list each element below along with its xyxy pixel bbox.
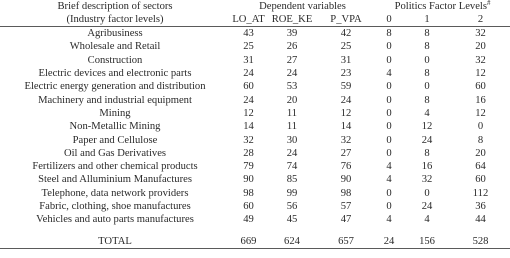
value-roe-ke: 99 — [286, 187, 298, 199]
value-lo-at: 14 — [243, 121, 254, 133]
value-lo-at: 28 — [243, 147, 254, 159]
table-row — [0, 94, 510, 107]
value-politics-1: 8 — [424, 68, 430, 80]
value-politics-0: 0 — [386, 121, 392, 133]
total-politics-1: 156 — [403, 227, 451, 249]
table-row — [0, 213, 510, 226]
table-row — [0, 160, 510, 173]
value-politics-1: 0 — [424, 54, 430, 66]
sector-name: Fertilizers and other chemical products — [32, 161, 198, 173]
table-row — [0, 27, 510, 41]
value-roe-ke: 45 — [286, 214, 298, 226]
value-politics-0: 0 — [386, 41, 392, 53]
value-politics-2: 60 — [475, 174, 486, 186]
value-politics-2: 64 — [475, 161, 486, 173]
value-politics-0: 0 — [386, 81, 392, 93]
sector-name: Electric energy generation and distribution — [24, 81, 206, 93]
politics-factor-label: Politics Factor Levels — [394, 1, 487, 12]
sector-name: Wholesale and Retail — [69, 41, 161, 53]
table-row — [0, 200, 510, 213]
sector-name: Electric devices and electronic parts — [38, 68, 192, 80]
sector-header-line1: Brief description of sectors — [57, 1, 173, 12]
sector-name: Non-Metallic Mining — [69, 121, 161, 133]
value-politics-1: 24 — [421, 134, 433, 146]
value-politics-0: 0 — [386, 107, 392, 119]
value-p-vpa: 12 — [340, 107, 352, 119]
table-body — [0, 27, 510, 249]
value-p-vpa: 31 — [340, 54, 352, 66]
sector-name: Telephone, data network providers — [41, 187, 189, 199]
value-roe-ke: 30 — [286, 134, 298, 146]
value-roe-ke: 24 — [286, 147, 298, 159]
value-lo-at: 98 — [243, 187, 254, 199]
value-politics-1: 8 — [424, 41, 430, 53]
value-p-vpa: 25 — [340, 41, 352, 53]
total-politics-0: 24 — [375, 227, 403, 249]
value-politics-2: 0 — [477, 121, 484, 133]
politics-factor-header — [375, 0, 510, 13]
value-p-vpa: 47 — [340, 214, 352, 226]
sector-name: Agribusiness — [87, 28, 143, 40]
value-politics-1: 4 — [424, 107, 430, 119]
value-politics-1: 8 — [424, 147, 430, 159]
value-politics-0: 4 — [386, 68, 392, 80]
col-header-lo-at: LO_AT — [230, 13, 267, 27]
value-roe-ke: 20 — [286, 94, 298, 106]
col-header-politics-0: 0 — [375, 13, 403, 27]
value-p-vpa: 24 — [340, 94, 352, 106]
value-lo-at: 25 — [243, 41, 254, 53]
value-roe-ke: 85 — [286, 174, 298, 186]
value-politics-2: 32 — [475, 28, 486, 40]
value-lo-at: 24 — [243, 94, 254, 106]
table-row — [0, 147, 510, 160]
sector-header-line2: (Industry factor levels) — [0, 13, 230, 27]
table-row — [0, 54, 510, 67]
sector-name: Fabric, clothing, shoe manufactures — [39, 201, 191, 213]
dependent-variables-header — [230, 0, 375, 13]
value-lo-at: 79 — [243, 161, 254, 173]
value-politics-2: 16 — [475, 94, 486, 106]
value-politics-2: 112 — [472, 187, 489, 199]
value-lo-at: 32 — [243, 134, 254, 146]
value-politics-0: 0 — [386, 187, 392, 199]
table-row — [0, 80, 510, 93]
value-lo-at: 49 — [243, 214, 254, 226]
value-lo-at: 12 — [243, 107, 254, 119]
sector-name: Mining — [99, 107, 131, 119]
value-roe-ke: 74 — [286, 161, 298, 173]
value-politics-0: 0 — [386, 147, 392, 159]
value-roe-ke: 24 — [286, 68, 298, 80]
value-lo-at: 90 — [243, 174, 254, 186]
sector-name: Machinery and industrial equipment — [38, 94, 192, 106]
table-row — [0, 67, 510, 80]
sector-name: Oil and Gas Derivatives — [63, 147, 167, 159]
col-header-roe-ke: ROE_KE — [267, 13, 317, 27]
value-roe-ke: 27 — [286, 54, 298, 66]
value-politics-0: 4 — [386, 174, 392, 186]
value-lo-at: 60 — [243, 81, 254, 93]
value-politics-1: 32 — [421, 174, 433, 186]
value-politics-1: 16 — [421, 161, 433, 173]
total-politics-2: 528 — [451, 227, 510, 249]
table-row — [0, 107, 510, 120]
value-politics-2: 60 — [475, 81, 486, 93]
sector-name: Construction — [87, 54, 143, 66]
table-row — [0, 120, 510, 133]
value-roe-ke: 53 — [286, 81, 298, 93]
value-politics-1: 4 — [424, 214, 430, 226]
value-p-vpa: 27 — [340, 147, 352, 159]
value-politics-0: 0 — [386, 201, 392, 213]
value-roe-ke: 56 — [286, 201, 298, 213]
sector-name: Steel and Alluminium Manufactures — [38, 174, 192, 186]
value-p-vpa: 57 — [340, 201, 352, 213]
value-p-vpa: 32 — [340, 134, 352, 146]
sector-name: Paper and Cellulose — [72, 134, 158, 146]
value-politics-1: 24 — [421, 201, 433, 213]
sector-name: Vehicles and auto parts manufactures — [36, 214, 194, 226]
politics-footnote-mark: # — [486, 0, 491, 7]
value-politics-0: 8 — [386, 28, 392, 40]
value-lo-at: 24 — [243, 68, 254, 80]
table-row — [0, 40, 510, 53]
value-roe-ke: 11 — [286, 121, 298, 133]
value-roe-ke: 39 — [286, 28, 298, 40]
total-p-vpa: 657 — [317, 227, 375, 249]
value-politics-1: 12 — [421, 121, 433, 133]
value-p-vpa: 90 — [340, 174, 352, 186]
value-politics-2: 44 — [475, 214, 486, 226]
total-lo-at: 669 — [230, 227, 267, 249]
value-p-vpa: 42 — [340, 28, 352, 40]
table-row — [0, 134, 510, 147]
value-politics-2: 20 — [475, 41, 486, 53]
value-politics-0: 0 — [386, 54, 392, 66]
col-header-politics-2: 2 — [451, 13, 510, 27]
value-lo-at: 31 — [243, 54, 254, 66]
value-politics-2: 32 — [475, 54, 486, 66]
value-p-vpa: 98 — [340, 187, 352, 199]
value-politics-0: 4 — [386, 214, 392, 226]
value-politics-2: 8 — [477, 134, 484, 146]
total-label: TOTAL — [0, 227, 230, 249]
value-politics-1: 0 — [424, 187, 430, 199]
col-header-politics-1: 1 — [403, 13, 451, 27]
col-header-p-vpa: P_VPA — [317, 13, 375, 27]
value-politics-2: 20 — [475, 147, 486, 159]
value-p-vpa: 59 — [340, 81, 352, 93]
value-roe-ke: 11 — [286, 107, 298, 119]
value-politics-1: 0 — [424, 81, 430, 93]
total-roe-ke: 624 — [267, 227, 317, 249]
total-row — [0, 227, 510, 249]
table-row — [0, 173, 510, 186]
value-politics-0: 4 — [386, 161, 392, 173]
dependent-variables-label: Dependent variables — [259, 1, 346, 12]
value-politics-0: 0 — [386, 94, 392, 106]
value-politics-0: 0 — [386, 134, 392, 146]
value-lo-at: 60 — [243, 201, 254, 213]
table-row — [0, 187, 510, 200]
value-p-vpa: 23 — [340, 68, 352, 80]
value-roe-ke: 26 — [286, 41, 298, 53]
value-p-vpa: 14 — [340, 121, 352, 133]
value-politics-2: 36 — [475, 201, 486, 213]
value-lo-at: 43 — [243, 28, 254, 40]
value-politics-2: 12 — [475, 107, 486, 119]
value-politics-1: 8 — [424, 28, 430, 40]
value-politics-2: 12 — [475, 68, 486, 80]
value-p-vpa: 76 — [340, 161, 352, 173]
value-politics-1: 8 — [424, 94, 430, 106]
